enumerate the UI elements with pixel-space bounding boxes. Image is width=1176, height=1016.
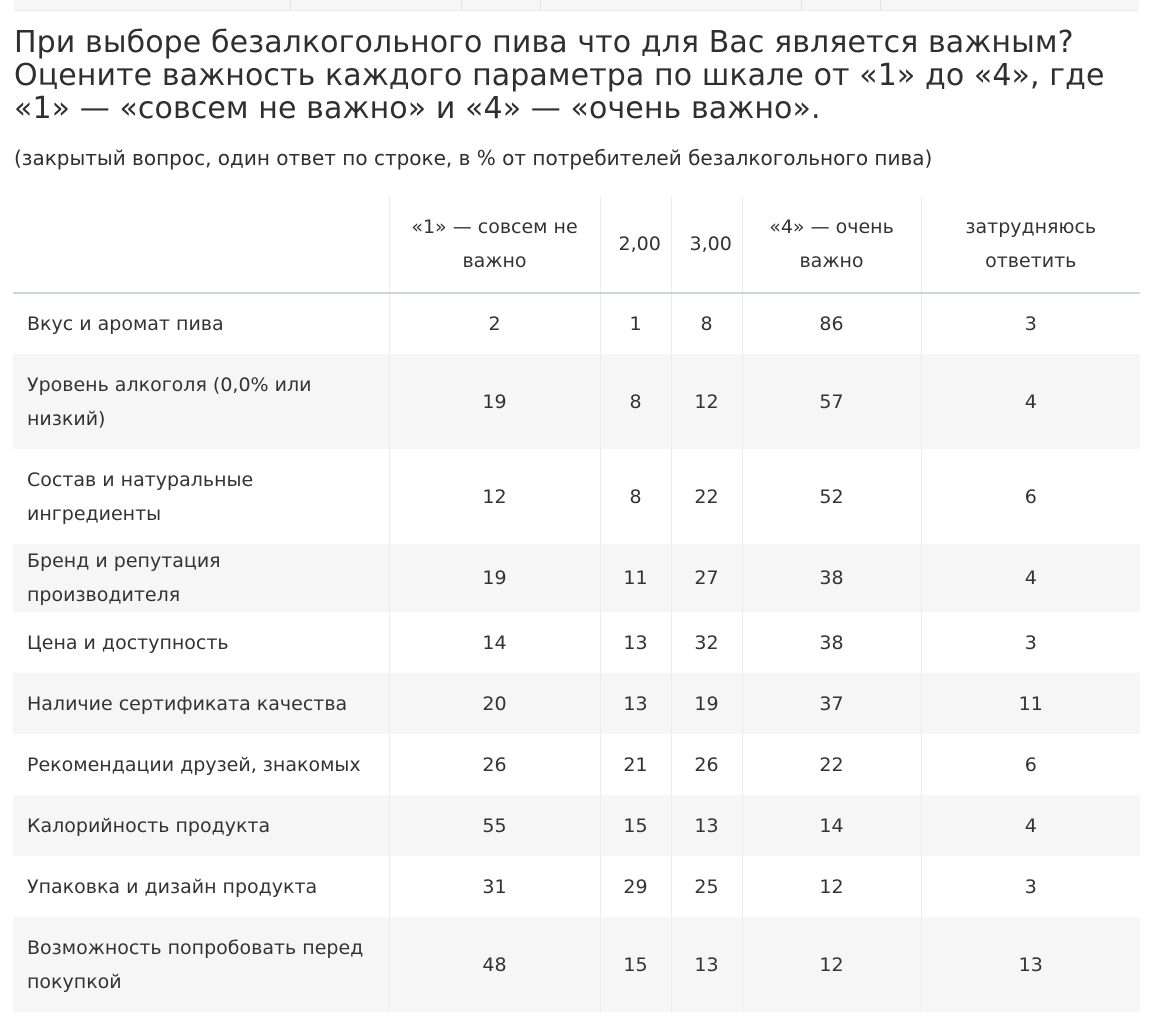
cell-value: 14 — [389, 612, 600, 673]
row-label: Бренд и репутация производителя — [27, 550, 221, 606]
question-subtitle: (закрытый вопрос, один ответ по строке, в % от потребителей безалкогольного пива) — [14, 146, 933, 170]
cell-value: 12 — [389, 449, 600, 544]
cell-value: 26 — [389, 734, 600, 795]
header-cell-very-important: «4» — очень важно — [742, 196, 921, 293]
cell-value: 13 — [600, 673, 671, 734]
cell-value: 22 — [742, 734, 921, 795]
header-cell-score-3: 3,00 — [671, 196, 742, 293]
cell-value: 11 — [600, 544, 671, 612]
table-row — [13, 917, 1140, 1012]
table-row — [13, 354, 1140, 449]
header-cell-score-2: 2,00 — [600, 196, 671, 293]
cell-value: 4 — [921, 354, 1140, 449]
cell-value: 55 — [389, 795, 600, 856]
cell-value: 1 — [600, 293, 671, 354]
header-cell-not-important: «1» — совсем не важно — [389, 196, 600, 293]
cell-value: 8 — [600, 354, 671, 449]
cell-value: 13 — [921, 917, 1140, 1012]
cell-value: 22 — [671, 449, 742, 544]
cell-value: 86 — [742, 293, 921, 354]
cell-value: 12 — [742, 856, 921, 917]
row-label: Наличие сертификата качества — [27, 692, 348, 715]
previous-table-edge — [14, 0, 1139, 11]
header-cell-parameter — [13, 196, 389, 293]
cell-value: 12 — [742, 917, 921, 1012]
cell-value: 4 — [921, 544, 1140, 612]
cell-value: 13 — [671, 795, 742, 856]
cell-value: 21 — [600, 734, 671, 795]
table-row — [13, 544, 1140, 612]
table-row — [13, 612, 1140, 673]
row-label: Калорийность продукта — [27, 814, 271, 837]
cell-value: 19 — [389, 544, 600, 612]
cell-value: 12 — [671, 354, 742, 449]
table-header-row — [13, 196, 1140, 293]
row-label: Возможность попробовать перед покупкой — [27, 936, 364, 993]
table-row — [13, 293, 1140, 354]
cell-value: 3 — [921, 856, 1140, 917]
row-label: Состав и натуральные ингредиенты — [27, 468, 254, 525]
cell-value: 19 — [389, 354, 600, 449]
cell-value: 19 — [671, 673, 742, 734]
cell-value: 11 — [921, 673, 1140, 734]
cell-value: 48 — [389, 917, 600, 1012]
table-row — [13, 795, 1140, 856]
row-label: Рекомендации друзей, знакомых — [27, 753, 361, 776]
cell-value: 6 — [921, 734, 1140, 795]
cell-value: 13 — [671, 917, 742, 1012]
cell-value: 38 — [742, 612, 921, 673]
cell-value: 8 — [600, 449, 671, 544]
row-label: Цена и доступность — [27, 631, 229, 654]
cell-value: 8 — [671, 293, 742, 354]
table-row — [13, 673, 1140, 734]
cell-value: 4 — [921, 795, 1140, 856]
cell-value: 15 — [600, 795, 671, 856]
cell-value: 13 — [600, 612, 671, 673]
table-row — [13, 856, 1140, 917]
table-row — [13, 449, 1140, 544]
cell-value: 3 — [921, 293, 1140, 354]
cell-value: 25 — [671, 856, 742, 917]
cell-value: 38 — [742, 544, 921, 612]
cell-value: 32 — [671, 612, 742, 673]
question-title: При выборе безалкогольного пива что для Вас является важным? Оцените важность каждого параметра по шкале от «1» до «4», где «1» — «совсем не важно» и «4» — «очень важно». — [14, 25, 1105, 126]
table-row — [13, 734, 1140, 795]
cell-value: 29 — [600, 856, 671, 917]
cell-value: 3 — [921, 612, 1140, 673]
cell-value: 26 — [671, 734, 742, 795]
row-label: Вкус и аромат пива — [27, 313, 224, 335]
cell-value: 31 — [389, 856, 600, 917]
cell-value: 37 — [742, 673, 921, 734]
cell-value: 15 — [600, 917, 671, 1012]
cell-value: 57 — [742, 354, 921, 449]
row-label: Уровень алкоголя (0,0% или низкий) — [27, 373, 312, 430]
row-label: Упаковка и дизайн продукта — [27, 875, 318, 898]
cell-value: 2 — [389, 293, 600, 354]
cell-value: 20 — [389, 673, 600, 734]
cell-value: 14 — [742, 795, 921, 856]
header-cell-hard-to-answer: затрудняюсь ответить — [921, 196, 1140, 293]
cell-value: 52 — [742, 449, 921, 544]
cell-value: 6 — [921, 449, 1140, 544]
cell-value: 27 — [671, 544, 742, 612]
survey-results-table — [13, 196, 1140, 1012]
